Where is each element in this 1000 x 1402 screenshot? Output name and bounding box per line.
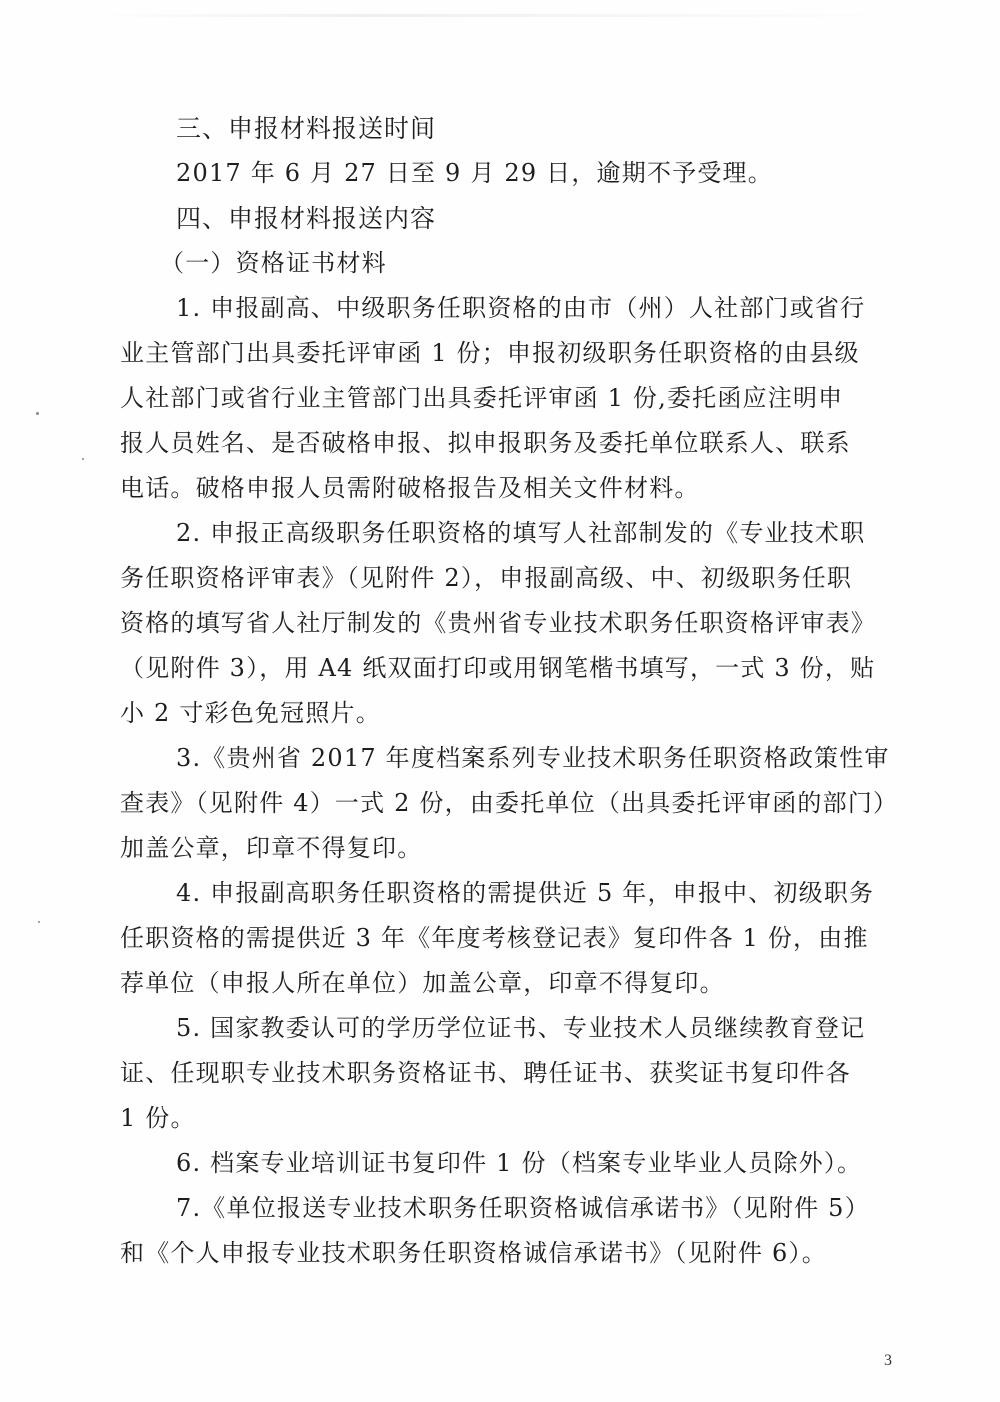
item-2-line: 务任职资格评审表》（见附件 2），申报副高级、中、初级职务任职 — [120, 564, 853, 592]
scan-speck — [82, 458, 84, 460]
section-heading-4: 四、申报材料报送内容 — [176, 204, 437, 233]
item-3-line: 加盖公章，印章不得复印。 — [120, 834, 423, 862]
item-1-line: 报人员姓名、是否破格申报、拟申报职务及委托单位联系人、联系 — [120, 429, 851, 457]
item-7-line: 和《个人申报专业技术职务任职资格诚信承诺书》（见附件 6）。 — [120, 1239, 827, 1267]
item-1-paragraph — [120, 286, 905, 511]
page-number: 3 — [884, 1352, 892, 1369]
item-5-line: 1 份。 — [120, 1104, 196, 1132]
item-3-line: 查表》（见附件 4）一式 2 份，由委托单位（出具委托评审函的部门） — [120, 789, 899, 817]
item-5-line: 证、任现职专业技术职务资格证书、聘任证书、获奖证书复印件各 — [120, 1059, 851, 1087]
scan-speck — [38, 921, 40, 923]
item-1-line: 电话。破格申报人员需附破格报告及相关文件材料。 — [120, 474, 700, 502]
item-2-line: 小 2 寸彩色免冠照片。 — [120, 699, 381, 727]
item-2-line: 2. 申报正高级职务任职资格的填写人社部制发的《专业技术职 — [176, 519, 866, 547]
item-3-line: 3.《贵州省 2017 年度档案系列专业技术职务任职资格政策性审 — [176, 744, 890, 772]
document-body — [120, 106, 905, 1276]
item-6-line: 6. 档案专业培训证书复印件 1 份（档案专业毕业人员除外）。 — [176, 1149, 863, 1177]
item-1-line: 1. 申报副高、中级职务任职资格的由市（州）人社部门或省行 — [176, 294, 866, 322]
item-4-line: 荐单位（申报人所在单位）加盖公章，印章不得复印。 — [120, 969, 725, 997]
deadline-text: 2017 年 6 月 27 日至 9 月 29 日，逾期不予受理。 — [176, 159, 773, 187]
item-7-paragraph — [120, 1186, 905, 1276]
item-5-line: 5. 国家教委认可的学历学位证书、专业技术人员继续教育登记 — [176, 1014, 866, 1042]
item-1-line: 人社部门或省行业主管部门出具委托评审函 1 份,委托函应注明申 — [120, 384, 844, 412]
subsection-heading-1: （一）资格证书材料 — [160, 249, 387, 277]
scan-speck — [36, 412, 39, 415]
item-2-paragraph — [120, 511, 905, 736]
item-3-paragraph — [120, 736, 905, 871]
item-1-line: 业主管部门出具委托评审函 1 份；申报初级职务任职资格的由县级 — [120, 339, 860, 367]
item-2-line: （见附件 3），用 A4 纸双面打印或用钢笔楷书填写，一式 3 份，贴 — [120, 654, 876, 682]
item-6-paragraph — [120, 1141, 905, 1186]
item-7-line: 7.《单位报送专业技术职务任职资格诚信承诺书》（见附件 5） — [176, 1194, 870, 1222]
item-2-line: 资格的填写省人社厅制发的《贵州省专业技术职务任职资格评审表》 — [120, 609, 876, 637]
item-4-line: 任职资格的需提供近 3 年《年度考核登记表》复印件各 1 份，由推 — [120, 924, 869, 952]
item-5-paragraph — [120, 1006, 905, 1141]
scan-artifact-line — [90, 14, 910, 17]
section-heading-3: 三、申报材料报送时间 — [176, 114, 437, 143]
item-4-line: 4. 申报副高职务任职资格的需提供近 5 年，申报中、初级职务 — [176, 879, 875, 907]
item-4-paragraph — [120, 871, 905, 1006]
